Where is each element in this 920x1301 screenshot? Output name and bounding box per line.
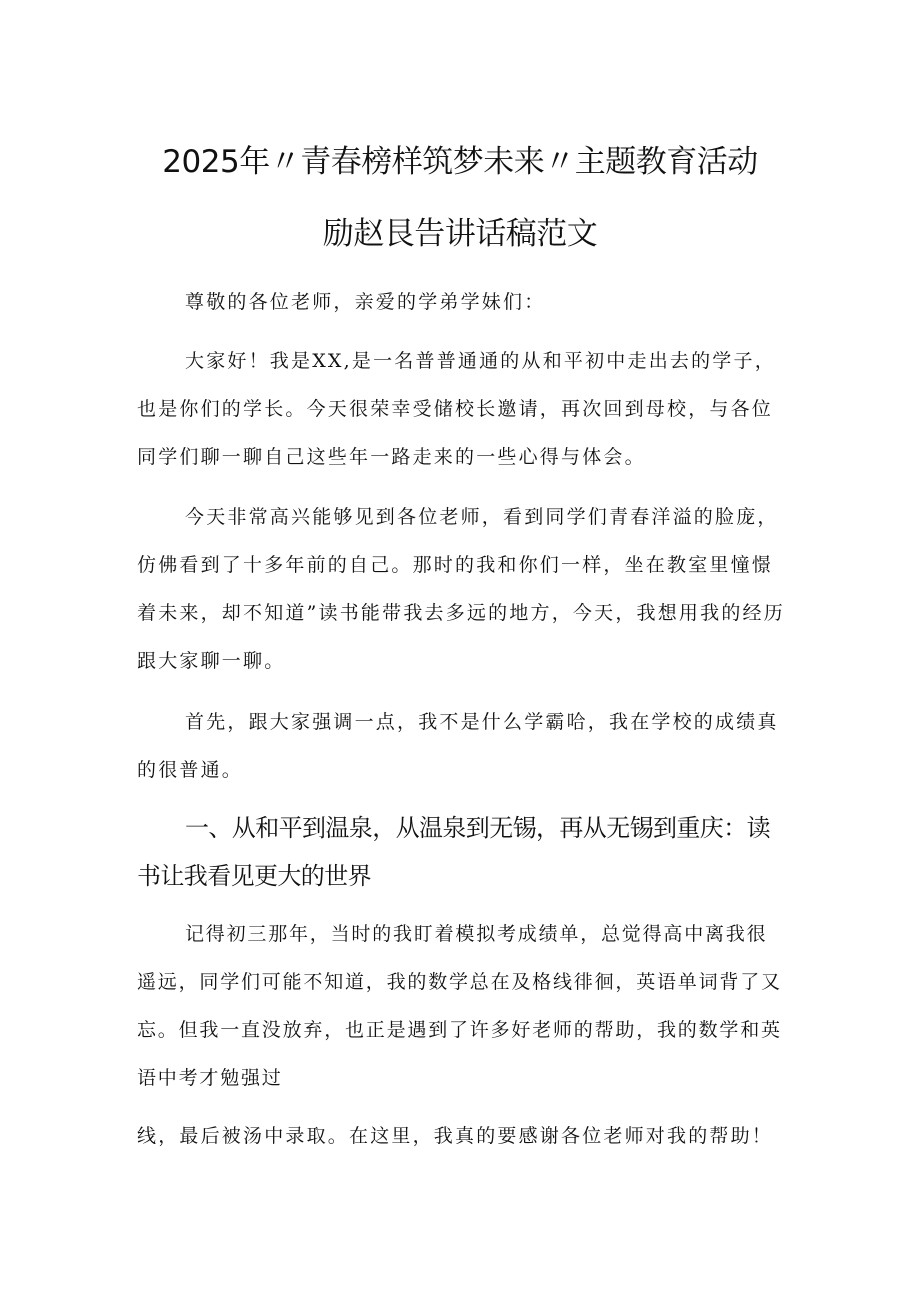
- body-paragraph: 今天非常高兴能够见到各位老师，看到同学们青春洋溢的脸庞，仿佛看到了十多年前的自己。那时的我和你们一样，坐在教室里憧憬着未来，却不知道”读书能带我去多远的地方，今天，我想用我的经历跟大家聊一聊。: [137, 506, 785, 672]
- body-paragraph: 大家好！我是XX,是一名普普通通的从和平初中走出去的学子，也是你们的学长。今天很荣幸受储校长邀请，再次回到母校，与各位同学们聊一聊自己这些年一路走来的一些心得与体会。: [137, 350, 776, 468]
- document-title-line-2: 励赵艮告讲话稿范文: [322, 216, 598, 252]
- section-paragraph: 记得初三那年，当时的我盯着模拟考成绩单，总觉得高中离我很遥远，同学们可能不知道，我的数学总在及格线徘徊，英语单词背了又忘。但我一直没放弃，也正是遇到了许多好老师的帮助，我的数学和英语中考才勉强过: [137, 923, 782, 1089]
- greeting-paragraph: 尊敬的各位老师，亲爱的学弟学妹们：: [185, 291, 546, 313]
- document-title-line-1: 2025年〃青春榜样筑梦未来〃主题教育活动: [162, 144, 758, 180]
- body-paragraph: 首先，跟大家强调一点，我不是什么学霸哈，我在学校的成绩真的很普通。: [137, 711, 779, 781]
- section-paragraph-continued: 线，最后被汤中录取。在这里，我真的要感谢各位老师对我的帮助！: [137, 1125, 774, 1147]
- section-heading: 一、从和平到温泉，从温泉到无锡，再从无锡到重庆：读书让我看见更大的世界: [137, 814, 770, 890]
